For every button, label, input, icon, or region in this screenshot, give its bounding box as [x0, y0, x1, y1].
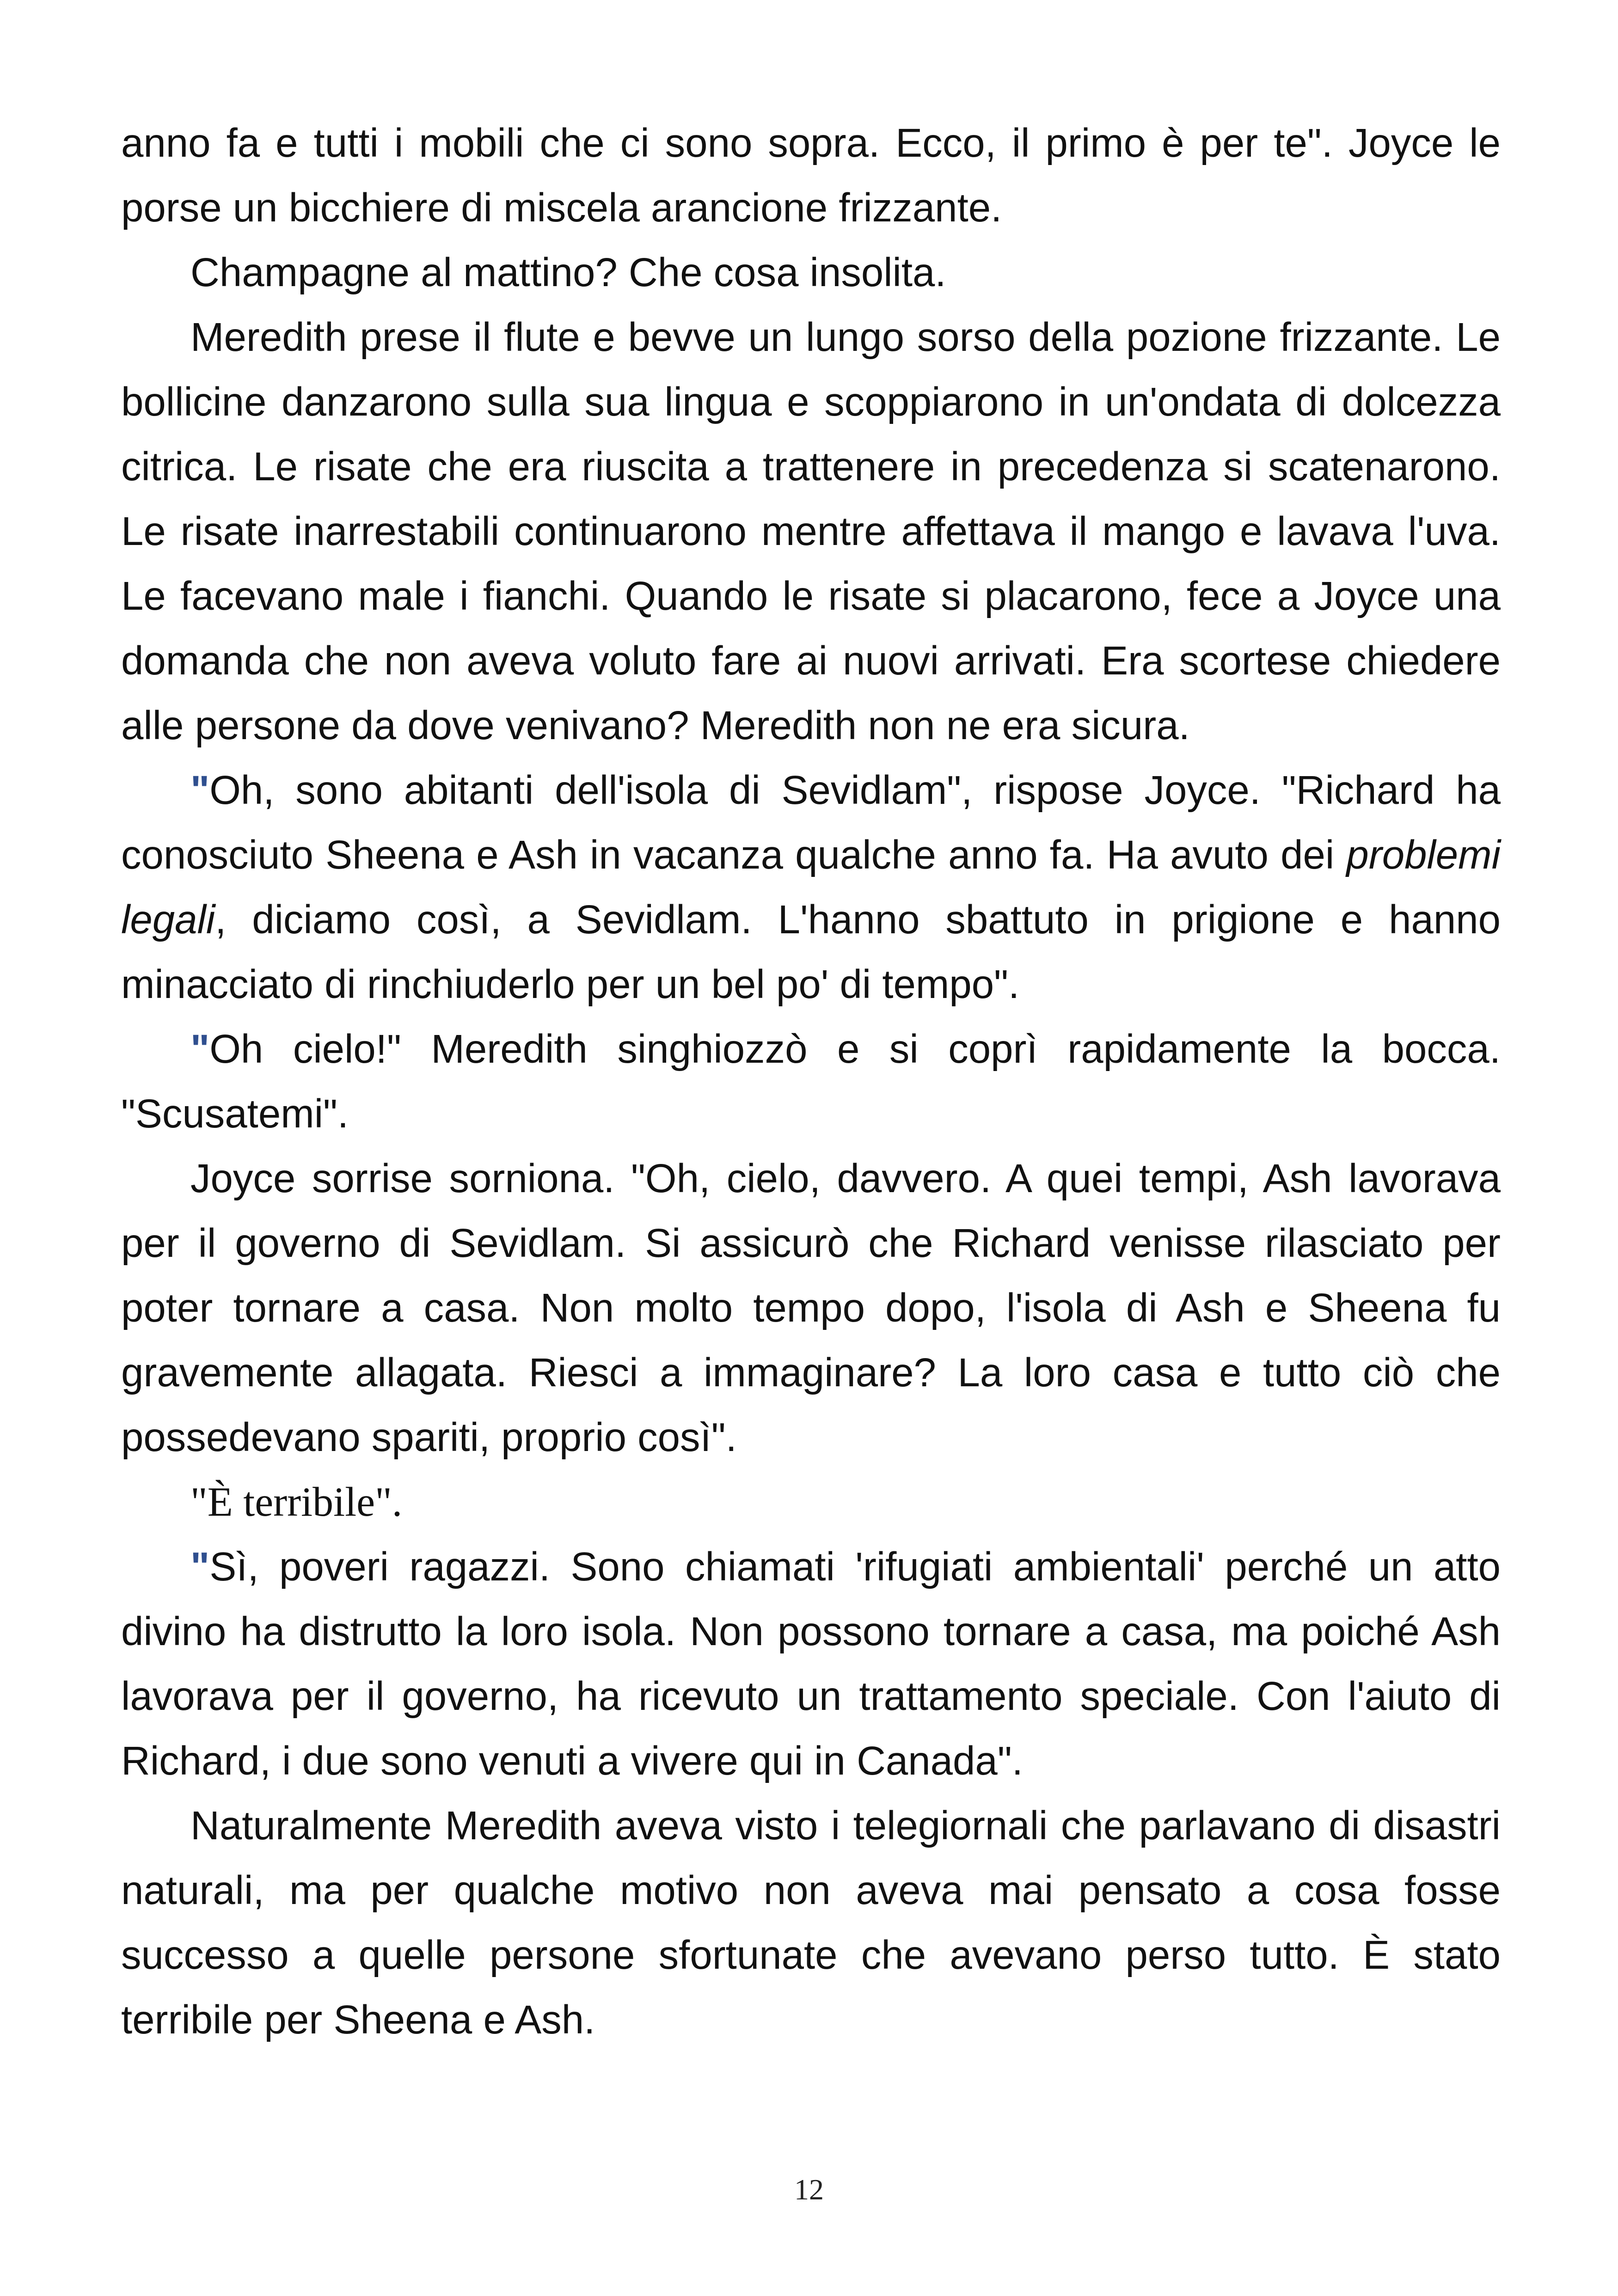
paragraph-6	[121, 1146, 1501, 1470]
paragraph-8-text: Sì, poveri ragazzi. Sono chiamati 'rifugiati ambientali' perché un atto divino ha distrutto la loro isola. Non possono tornare a casa, ma poiché Ash lavorava per il governo, ha ricevuto un trattamento speciale. Con l'aiuto di Richard, i due sono venuti a vivere qui in Canada".	[121, 1544, 1501, 1783]
paragraph-7	[121, 1470, 1501, 1535]
opening-quote-mark: "	[190, 1027, 210, 1071]
paragraph-1-text: anno fa e tutti i mobili che ci sono sopra. Ecco, il primo è per te". Joyce le porse un bicchiere di miscela arancione frizzante.	[121, 121, 1501, 230]
paragraph-4-italic: problemi legali	[121, 833, 1501, 942]
opening-quote-mark: "	[190, 768, 210, 813]
page-number: 12	[794, 2173, 824, 2206]
paragraph-8	[121, 1535, 1501, 1794]
paragraph-5-text: Oh cielo!" Meredith singhiozzò e si coprì rapidamente la bocca. "Scusatemi".	[121, 1027, 1501, 1136]
paragraph-4	[121, 758, 1501, 1017]
paragraph-9	[121, 1794, 1501, 2052]
paragraph-9-text: Naturalmente Meredith aveva visto i telegiornali che parlavano di disastri naturali, ma per qualche motivo non aveva mai pensato a cosa fosse successo a quelle persone sfortunate che avevano perso tutto. È stato terribile per Sheena e Ash.	[121, 1803, 1501, 2042]
paragraph-7-text: "È terribile".	[190, 1479, 403, 1525]
opening-quote-mark: "	[190, 1544, 210, 1589]
paragraph-3-text: Meredith prese il flute e bevve un lungo sorso della pozione frizzante. Le bollicine danzarono sulla sua lingua e scoppiarono in un'ondata di dolcezza citrica. Le risate che era riuscita a trattenere in precedenza si scatenarono. Le risate inarrestabili continuarono mentre affettava il mango e lavava l'uva. Le facevano male i fianchi. Quando le risate si placarono, fece a Joyce una domanda che non aveva voluto fare ai nuovi arrivati. Era scortese chiedere alle persone da dove venivano? Meredith non ne era sicura.	[121, 315, 1501, 748]
paragraph-4-text-b: , diciamo così, a Sevidlam. L'hanno sbattuto in prigione e hanno minacciato di rinchiuderlo per un bel po' di tempo".	[121, 897, 1501, 1007]
paragraph-3	[121, 305, 1501, 758]
paragraph-4-text-a: Oh, sono abitanti dell'isola di Sevidlam", rispose Joyce. "Richard ha conosciuto Sheena e Ash in vacanza qualche anno fa. Ha avuto dei	[121, 768, 1501, 877]
paragraph-6-text: Joyce sorrise sorniona. "Oh, cielo, davvero. A quei tempi, Ash lavorava per il governo di Sevidlam. Si assicurò che Richard venisse rilasciato per poter tornare a casa. Non molto tempo dopo, l'isola di Ash e Sheena fu gravemente allagata. Riesci a immaginare? La loro casa e tutto ciò che possedevano spariti, proprio così".	[121, 1156, 1501, 1460]
paragraph-2-text: Champagne al mattino? Che cosa insolita.	[190, 250, 946, 295]
paragraph-2	[121, 240, 1501, 305]
paragraph-5	[121, 1017, 1501, 1146]
paragraph-1	[121, 111, 1501, 240]
page-body	[121, 111, 1501, 2052]
